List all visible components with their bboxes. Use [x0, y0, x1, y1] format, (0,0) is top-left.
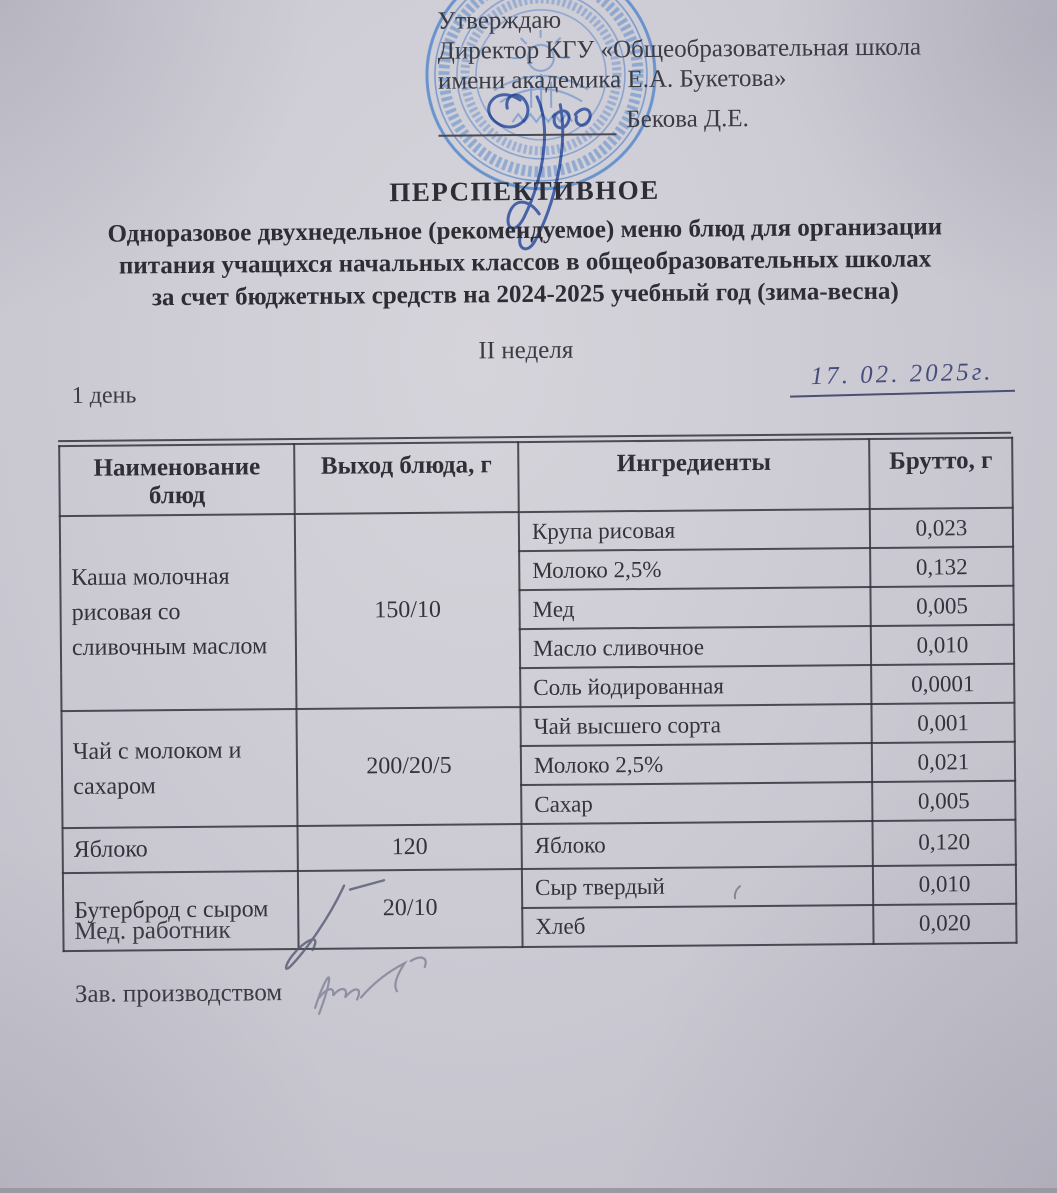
document-subtitle-line: за счет бюджетных средств на 2024-2025 учебный год (зима-весна) — [151, 277, 899, 312]
document-title: ПЕРСПЕКТИВНОЕ — [389, 174, 660, 208]
ingredient-brutto-cell: 0,021 — [872, 742, 1015, 782]
col-header-output: Выход блюда, г — [294, 442, 519, 514]
col-header-ingredients: Ингредиенты — [518, 439, 870, 512]
approval-line: Утверждаю — [437, 6, 562, 35]
document-subtitle-line: питания учащихся начальных классов в общеобразовательных школах — [118, 245, 932, 280]
ingredient-name-cell: Молоко 2,5% — [519, 548, 870, 590]
ingredient-name-cell: Сахар — [521, 782, 872, 824]
ingredient-name-cell: Масло сливочное — [520, 626, 871, 668]
ingredient-name-cell: Соль йодированная — [520, 665, 871, 707]
ingredient-brutto-cell: 0,120 — [872, 820, 1015, 866]
week-label: II неделя — [478, 336, 574, 365]
signature-line — [438, 109, 616, 137]
day-label: 1 день — [71, 382, 137, 409]
med-worker-label: Мед. работник — [74, 916, 231, 945]
document-subtitle — [0, 210, 1054, 315]
ingredient-name-cell: Хлеб — [522, 905, 873, 947]
ingredient-name-cell: Крупа рисовая — [519, 509, 870, 551]
ingredient-brutto-cell: 0,010 — [873, 865, 1016, 905]
ingredient-name-cell: Чай высшего сорта — [520, 704, 871, 746]
dish-output-cell: 120 — [297, 824, 521, 871]
ingredient-name-cell: Мед — [519, 587, 870, 629]
dish-output-cell: 200/20/5 — [296, 707, 521, 826]
approval-signer-name: Бекова Д.Е. — [626, 105, 749, 134]
approval-signature-row — [438, 103, 922, 137]
ingredient-brutto-cell: 0,020 — [873, 904, 1016, 944]
approval-line: Директор КГУ «Общеобразовательная школа — [437, 33, 922, 65]
menu-table-wrap — [58, 432, 1015, 952]
ingredient-brutto-cell: 0,005 — [872, 781, 1015, 821]
document-subtitle-line: Одноразовое двухнедельное (рекомендуемое) меню блюд для организации — [107, 213, 943, 248]
approval-block — [437, 3, 921, 137]
table-header-row — [59, 438, 1013, 516]
ingredient-name-cell: Сыр твердый — [522, 866, 873, 908]
ingredient-brutto-cell: 0,010 — [871, 625, 1014, 665]
col-header-dish-name: Наименование блюд — [59, 444, 295, 516]
ingredient-brutto-cell: 0,023 — [870, 508, 1013, 548]
ingredient-brutto-cell: 0,001 — [871, 703, 1014, 743]
dish-name-cell: Чай с молоком и сахаром — [61, 709, 297, 828]
ingredient-brutto-cell: 0,005 — [870, 586, 1013, 626]
ingredient-brutto-cell: 0,0001 — [871, 664, 1014, 704]
dish-output-cell: 150/10 — [295, 512, 521, 709]
ingredient-name-cell: Молоко 2,5% — [521, 743, 872, 785]
dish-name-cell: Бутерброд с сыром — [63, 871, 299, 951]
approval-line: имени академика Е.А. Букетова» — [437, 64, 787, 95]
dish-name-cell: Каша молочная рисовая со сливочным маслом — [60, 514, 297, 711]
dish-name-cell: Яблоко — [63, 826, 298, 873]
stray-pen-mark — [730, 884, 744, 900]
col-header-brutto: Брутто, г — [869, 438, 1013, 509]
ingredient-brutto-cell: 0,132 — [870, 547, 1013, 587]
ingredient-name-cell: Яблоко — [521, 821, 872, 869]
handwritten-date: 17. 02. 2025г. — [789, 358, 1015, 398]
menu-table — [58, 437, 1017, 952]
production-manager-label: Зав. производством — [74, 979, 283, 1008]
production-manager-signature — [295, 950, 496, 1037]
dish-output-cell: 20/10 — [298, 869, 523, 949]
